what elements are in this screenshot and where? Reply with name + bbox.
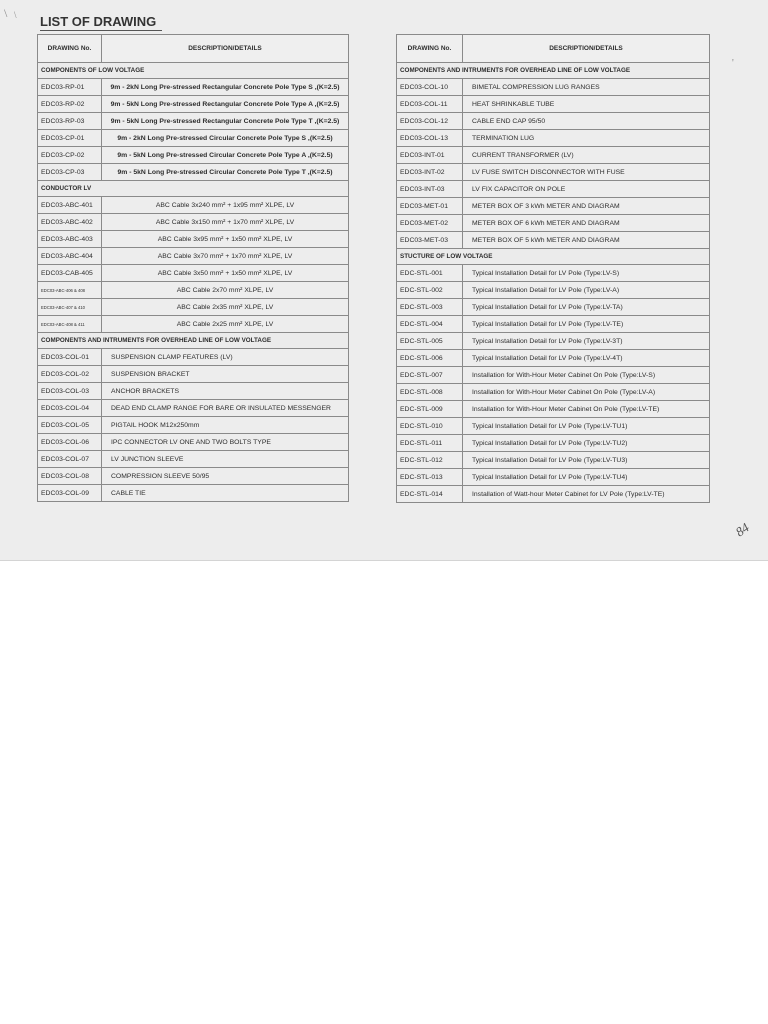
table-row	[397, 367, 710, 384]
table-row	[38, 130, 349, 147]
table-row	[397, 282, 710, 299]
section-title: CONDUCTOR LV	[38, 181, 349, 197]
drawing-description: 9m - 5kN Long Pre-stressed Rectangular Concrete Pole Type T ,(K=2.5)	[102, 113, 349, 130]
drawing-description: 9m - 2kN Long Pre-stressed Circular Concrete Pole Type S ,(K=2.5)	[102, 130, 349, 147]
drawing-description: Typical Installation Detail for LV Pole (Type:LV-TA)	[463, 299, 710, 316]
drawing-number: EDC-STL-009	[397, 401, 463, 418]
table-row	[38, 79, 349, 96]
table-row	[38, 197, 349, 214]
drawing-number: EDC03-ABC-403	[38, 231, 102, 248]
drawing-description: Typical Installation Detail for LV Pole (Type:LV-4T)	[463, 350, 710, 367]
scan-artifact: \	[4, 6, 8, 20]
drawing-number: EDC03-COL-02	[38, 366, 102, 383]
drawing-list-table-left	[37, 34, 349, 502]
table-row	[38, 299, 349, 316]
table-row	[397, 198, 710, 215]
drawing-description: ABC Cable 3x150 mm² + 1x70 mm² XLPE, LV	[102, 214, 349, 231]
drawing-number: EDC03-COL-05	[38, 417, 102, 434]
drawing-number: EDC-STL-001	[397, 265, 463, 282]
drawing-description: ABC Cable 3x95 mm² + 1x50 mm² XLPE, LV	[102, 231, 349, 248]
drawing-description: CABLE TIE	[102, 485, 349, 502]
table-row	[38, 164, 349, 181]
table-row	[38, 214, 349, 231]
section-header-row	[38, 63, 349, 79]
drawing-number: EDC-STL-002	[397, 282, 463, 299]
drawing-description: METER BOX OF 5 kWh METER AND DIAGRAM	[463, 232, 710, 249]
drawing-number: EDC03-ABC-401	[38, 197, 102, 214]
table-header-row	[397, 35, 710, 63]
table-row	[397, 486, 710, 503]
drawing-number: EDC03-ABC-408 & 411	[38, 316, 102, 333]
drawing-number: EDC03-MET-02	[397, 215, 463, 232]
drawing-description: SUSPENSION BRACKET	[102, 366, 349, 383]
drawing-description: SUSPENSION CLAMP FEATURES (LV)	[102, 349, 349, 366]
drawing-number: EDC03-INT-03	[397, 181, 463, 198]
table-row	[397, 316, 710, 333]
table-row	[397, 181, 710, 198]
drawing-number: EDC-STL-012	[397, 452, 463, 469]
column-header-description: DESCRIPTION/DETAILS	[463, 35, 710, 63]
section-title: STUCTURE OF LOW VOLTAGE	[397, 249, 710, 265]
drawing-description: LV JUNCTION SLEEVE	[102, 451, 349, 468]
drawing-number: EDC03-COL-01	[38, 349, 102, 366]
drawing-description: ABC Cable 3x240 mm² + 1x95 mm² XLPE, LV	[102, 197, 349, 214]
drawing-description: CABLE END CAP 95/50	[463, 113, 710, 130]
drawing-description: ANCHOR BRACKETS	[102, 383, 349, 400]
table-row	[397, 452, 710, 469]
table-row	[397, 147, 710, 164]
table-row	[38, 485, 349, 502]
drawing-number: EDC-STL-005	[397, 333, 463, 350]
table-row	[397, 232, 710, 249]
table-row	[397, 265, 710, 282]
drawing-number: EDC03-COL-12	[397, 113, 463, 130]
drawing-number: EDC03-RP-03	[38, 113, 102, 130]
section-header-row	[38, 333, 349, 349]
drawing-description: Typical Installation Detail for LV Pole (Type:LV-TU4)	[463, 469, 710, 486]
drawing-description: Typical Installation Detail for LV Pole (Type:LV-TE)	[463, 316, 710, 333]
scan-artifact: \	[14, 10, 17, 20]
drawing-number: EDC03-MET-01	[397, 198, 463, 215]
table-row	[397, 215, 710, 232]
drawing-description: Typical Installation Detail for LV Pole (Type:LV-A)	[463, 282, 710, 299]
table-row	[38, 451, 349, 468]
drawing-number: EDC-STL-007	[397, 367, 463, 384]
drawing-description: IPC CONNECTOR LV ONE AND TWO BOLTS TYPE	[102, 434, 349, 451]
table-row	[38, 316, 349, 333]
drawing-number: EDC03-COL-09	[38, 485, 102, 502]
drawing-number: EDC-STL-006	[397, 350, 463, 367]
table-row	[397, 96, 710, 113]
column-header-description: DESCRIPTION/DETAILS	[102, 35, 349, 63]
drawing-number: EDC03-CP-02	[38, 147, 102, 164]
table-row	[38, 349, 349, 366]
drawing-description: Installation for With-Hour Meter Cabinet On Pole (Type:LV-TE)	[463, 401, 710, 418]
table-row	[397, 401, 710, 418]
table-row	[397, 418, 710, 435]
table-row	[38, 282, 349, 299]
drawing-description: TERMINATION LUG	[463, 130, 710, 147]
table-row	[397, 164, 710, 181]
scan-artifact: '	[732, 58, 734, 69]
column-header-drawing-no: DRAWING No.	[397, 35, 463, 63]
table-row	[38, 434, 349, 451]
drawing-description: 9m - 5kN Long Pre-stressed Circular Concrete Pole Type T ,(K=2.5)	[102, 164, 349, 181]
drawing-description: 9m - 2kN Long Pre-stressed Rectangular Concrete Pole Type S ,(K=2.5)	[102, 79, 349, 96]
drawing-number: EDC03-CP-03	[38, 164, 102, 181]
drawing-description: Typical Installation Detail for LV Pole (Type:LV-TU1)	[463, 418, 710, 435]
table-row	[397, 113, 710, 130]
table-row	[397, 130, 710, 147]
drawing-description: METER BOX OF 6 kWh METER AND DIAGRAM	[463, 215, 710, 232]
table-row	[38, 366, 349, 383]
drawing-number: EDC03-COL-11	[397, 96, 463, 113]
drawing-description: COMPRESSION SLEEVE 50/95	[102, 468, 349, 485]
drawing-number: EDC-STL-010	[397, 418, 463, 435]
table-row	[397, 350, 710, 367]
table-row	[397, 299, 710, 316]
drawing-list-table-right	[396, 34, 710, 503]
drawing-number: EDC03-COL-04	[38, 400, 102, 417]
drawing-description: 9m - 5kN Long Pre-stressed Circular Concrete Pole Type A ,(K=2.5)	[102, 147, 349, 164]
table-row	[397, 79, 710, 96]
drawing-number: EDC-STL-003	[397, 299, 463, 316]
drawing-description: Typical Installation Detail for LV Pole (Type:LV-TU3)	[463, 452, 710, 469]
drawing-description: LV FUSE SWITCH DISCONNECTOR WITH FUSE	[463, 164, 710, 181]
section-title: COMPONENTS AND INTRUMENTS FOR OVERHEAD LINE OF LOW VOLTAGE	[38, 333, 349, 349]
drawing-number: EDC03-COL-06	[38, 434, 102, 451]
table-row	[38, 147, 349, 164]
drawing-description: DEAD END CLAMP RANGE FOR BARE OR INSULATED MESSENGER	[102, 400, 349, 417]
drawing-number: EDC-STL-004	[397, 316, 463, 333]
table-row	[38, 468, 349, 485]
drawing-description: ABC Cable 2x70 mm² XLPE, LV	[102, 282, 349, 299]
drawing-number: EDC03-ABC-404	[38, 248, 102, 265]
drawing-description: ABC Cable 3x70 mm² + 1x70 mm² XLPE, LV	[102, 248, 349, 265]
table-row	[38, 231, 349, 248]
drawing-number: EDC03-RP-02	[38, 96, 102, 113]
drawing-description: ABC Cable 2x25 mm² XLPE, LV	[102, 316, 349, 333]
table-row	[38, 383, 349, 400]
drawing-number: EDC-STL-013	[397, 469, 463, 486]
drawing-description: Installation of Watt-hour Meter Cabinet for LV Pole (Type:LV-TE)	[463, 486, 710, 503]
table-row	[397, 435, 710, 452]
table-header-row	[38, 35, 349, 63]
drawing-description: Typical Installation Detail for LV Pole (Type:LV-TU2)	[463, 435, 710, 452]
drawing-number: EDC03-COL-07	[38, 451, 102, 468]
drawing-number: EDC-STL-014	[397, 486, 463, 503]
table-row	[38, 265, 349, 282]
table-row	[38, 400, 349, 417]
drawing-number: EDC03-ABC-402	[38, 214, 102, 231]
table-row	[38, 113, 349, 130]
table-row	[38, 96, 349, 113]
drawing-description: ABC Cable 2x35 mm² XLPE, LV	[102, 299, 349, 316]
column-header-drawing-no: DRAWING No.	[38, 35, 102, 63]
drawing-description: METER BOX OF 3 kWh METER AND DIAGRAM	[463, 198, 710, 215]
section-header-row	[397, 249, 710, 265]
drawing-number: EDC03-RP-01	[38, 79, 102, 96]
table-row	[397, 333, 710, 350]
drawing-number: EDC03-COL-10	[397, 79, 463, 96]
drawing-number: EDC03-CAB-405	[38, 265, 102, 282]
drawing-description: Installation for With-Hour Meter Cabinet On Pole (Type:LV-A)	[463, 384, 710, 401]
drawing-number: EDC-STL-008	[397, 384, 463, 401]
drawing-description: LV FIX CAPACITOR ON POLE	[463, 181, 710, 198]
section-header-row	[397, 63, 710, 79]
drawing-description: ABC Cable 3x50 mm² + 1x50 mm² XLPE, LV	[102, 265, 349, 282]
drawing-description: HEAT SHRINKABLE TUBE	[463, 96, 710, 113]
section-title: COMPONENTS AND INTRUMENTS FOR OVERHEAD LINE OF LOW VOLTAGE	[397, 63, 710, 79]
page-title: LIST OF DRAWING	[40, 14, 162, 31]
drawing-number: EDC03-COL-13	[397, 130, 463, 147]
drawing-number: EDC03-COL-03	[38, 383, 102, 400]
table-row	[38, 417, 349, 434]
drawing-number: EDC03-INT-02	[397, 164, 463, 181]
section-header-row	[38, 181, 349, 197]
drawing-number: EDC03-COL-08	[38, 468, 102, 485]
drawing-description: Typical Installation Detail for LV Pole (Type:LV-S)	[463, 265, 710, 282]
drawing-number: EDC03-CP-01	[38, 130, 102, 147]
drawing-description: Typical Installation Detail for LV Pole (Type:LV-3T)	[463, 333, 710, 350]
table-row	[38, 248, 349, 265]
drawing-number: EDC03-ABC-406 & 408	[38, 282, 102, 299]
drawing-description: CURRENT TRANSFORMER (LV)	[463, 147, 710, 164]
drawing-number: EDC03-ABC-407 & 410	[38, 299, 102, 316]
drawing-description: BIMETAL COMPRESSION LUG RANGES	[463, 79, 710, 96]
drawing-description: Installation for With-Hour Meter Cabinet On Pole (Type:LV-S)	[463, 367, 710, 384]
section-title: COMPONENTS OF LOW VOLTAGE	[38, 63, 349, 79]
table-row	[397, 469, 710, 486]
drawing-description: 9m - 5kN Long Pre-stressed Rectangular Concrete Pole Type A ,(K=2.5)	[102, 96, 349, 113]
drawing-description: PIGTAIL HOOK M12x250mm	[102, 417, 349, 434]
drawing-number: EDC03-INT-01	[397, 147, 463, 164]
handwritten-page-note: 84	[732, 519, 752, 540]
drawing-number: EDC-STL-011	[397, 435, 463, 452]
drawing-number: EDC03-MET-03	[397, 232, 463, 249]
table-row	[397, 384, 710, 401]
